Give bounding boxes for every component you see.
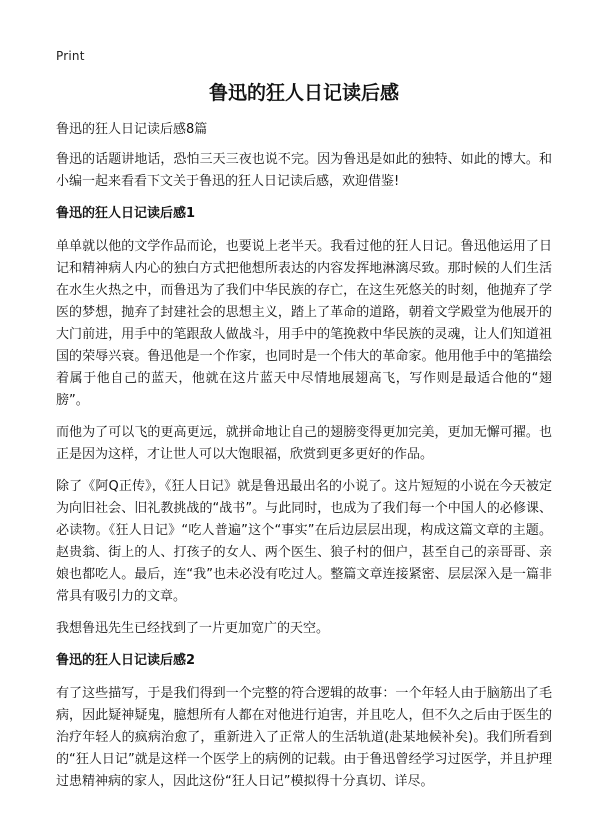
section-1-paragraph-4: 我想鲁迅先生已经找到了一片更加宽广的天空。 [56,621,330,636]
subtitle: 鲁迅的狂人日记读后感8篇 [56,122,208,137]
article-body [56,149,552,803]
page-title: 鲁迅的狂人日记读后感 [208,82,399,104]
section-1-paragraph-1: 单单就以他的文学作品而论，也要说上老半天。我看过他的狂人日记。鲁迅他运用了日记和精神病人内心的独白方式把他想所表达的内容发挥地淋漓尽致。那时候的人们生活在水生火热之中，而鲁迅为了我们中华民族的存亡，在这生死悠关的时刻，他抛弃了学医的梦想，抛弃了封建社会的思想主义，踏上了革命的道路，朝着文学殿堂为他展开的大门前进，用手中的笔跟敌人做战斗，用手中的笔挽救中华民族的灵魂，让人们知道祖国的荣辱兴衰。鲁迅他是一个作家，也同时是一个伟大的革命家。他用他手中的笔描绘着属于他自己的蓝天，他就在这片蓝天中尽情地展翅高飞，写作则是最适合他的“翅膀”。 [56,239,552,408]
section-heading-1: 鲁迅的狂人日记读后感1 [56,206,196,221]
intro-paragraph: 鲁迅的话题讲地话，恐怕三天三夜也说不完。因为鲁迅是如此的独特、如此的博大。和小编一起来看看下文关于鲁迅的狂人日记读后感，欢迎借鉴! [56,152,552,189]
section-1-paragraph-2: 而他为了可以飞的更高更远，就拼命地让自己的翅膀变得更加完美，更加无懈可擢。也正是因为这样，才让世人可以大饱眼福，欣赏到更多更好的作品。 [56,425,552,462]
section-heading-2: 鲁迅的狂人日记读后感2 [56,653,196,668]
section-1-paragraph-3: 除了《阿Q正传》，《狂人日记》就是鲁迅最出名的小说了。这片短短的小说在今天被定为向旧社会、旧礼教挑战的“战书”。与此同时，也成为了我们每一个中国人的必修课、必读物。《狂人日记》“吃人普遍”这个“事实”在后边层层出现，构成这篇文章的主题。赵贵翁、街上的人、打孩子的女人、两个医生、狼子村的佃户，甚至自己的亲哥哥、亲娘也都吃人。最后，连“我”也未必没有吃过人。整篇文章连接紧密、层层深入是一篇非常具有吸引力的文章。 [56,479,552,604]
section-2-paragraph-1: 有了这些描写，于是我们得到一个完整的符合逻辑的故事：一个年轻人由于脑筋出了毛病，因此疑神疑鬼，臆想所有人都在对他进行迫害，并且吃人，但不久之后由于医生的治疗年轻人的疯病治愈了，重新进入了正常人的生活轨道(赴某地候补矣)。我们所看到的“狂人日记”就是这样一个医学上的病例的记载。由于鲁迅曾经学习过医学，并且护理过患精神病的家人，因此这份“狂人日记”模拟得十分真切、详尽。 [56,686,552,789]
print-link[interactable]: Print [56,49,85,63]
